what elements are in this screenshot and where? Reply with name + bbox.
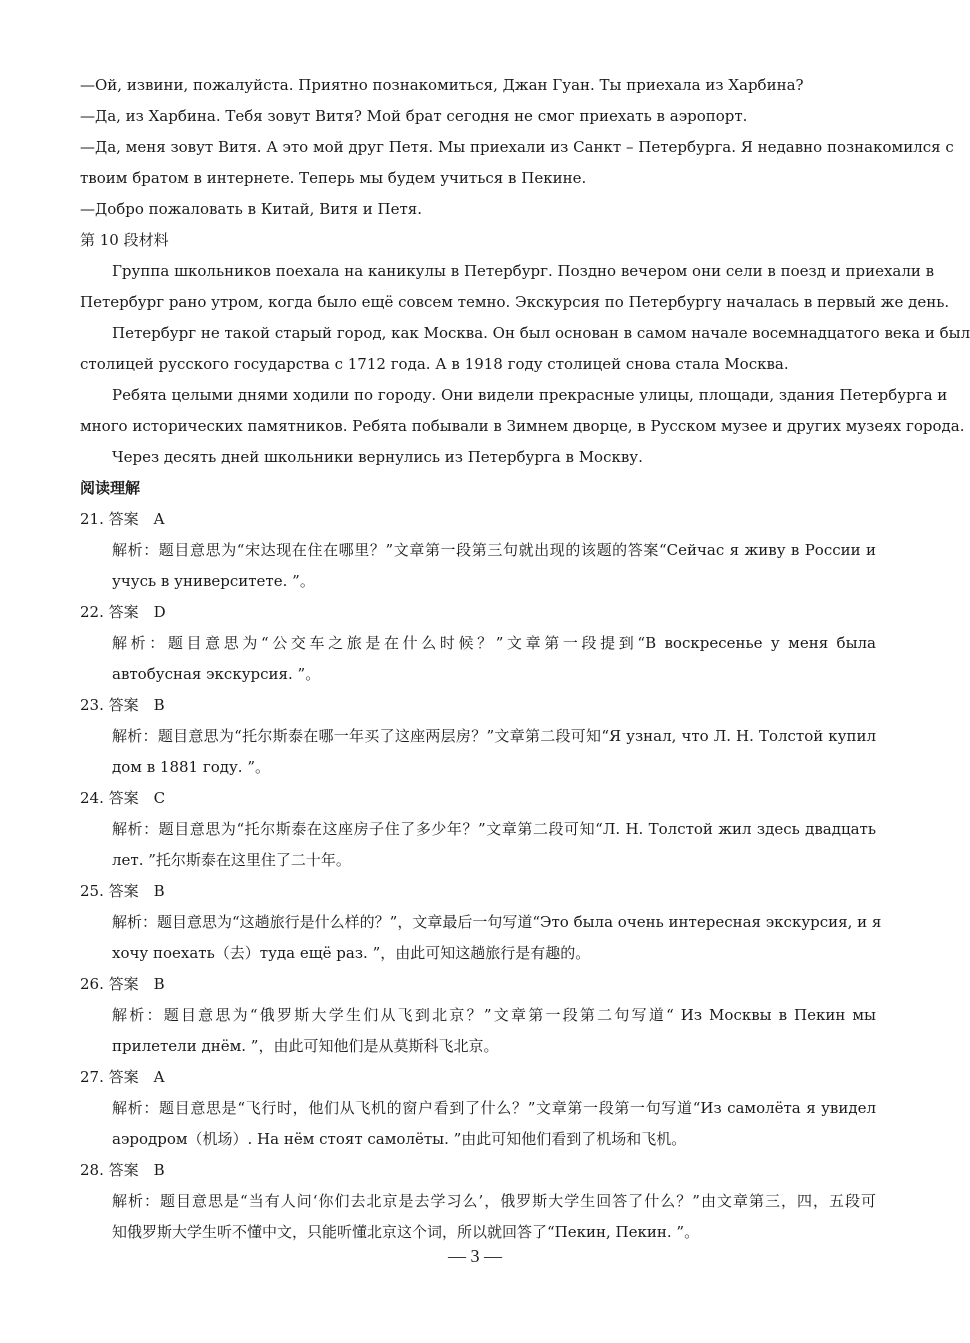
explanation-line: прилетели днём. ”，由此可知他们是从莫斯科飞北京。 xyxy=(112,1037,499,1055)
explanation-line: 解析：题目意思是“飞行时，他们从飞机的窗户看到了什么？”文章第一段第一句写道“Из самолёта я увидел xyxy=(112,1099,876,1117)
explanation-line: 解析：题目意思为“这趟旅行是什么样的？”，文章最后一句写道“Это была очень интересная экскурсия, и я xyxy=(112,913,882,931)
explanation-line: 知俄罗斯大学生听不懂中文，只能听懂北京这个词，所以就回答了“Пекин, Пекин. ”。 xyxy=(112,1223,700,1241)
paragraph-line: Петербург не такой старый город, как Москва. Он был основан в самом начале восемнадцатого века и был xyxy=(112,324,970,342)
answer-label: 23. 答案 B xyxy=(80,696,165,714)
dialogue-line: твоим братом в интернете. Теперь мы будем учиться в Пекине. xyxy=(80,169,587,187)
explanation-line: дом в 1881 году. ”。 xyxy=(112,758,271,776)
reading-section xyxy=(80,473,882,1248)
answer-label: 27. 答案 A xyxy=(80,1068,165,1086)
answer-23 xyxy=(80,690,876,783)
dialogue-line: —Ой, извини, пожалуйста. Приятно познакомиться, Джан Гуан. Ты приехала из Харбина? xyxy=(80,76,804,94)
dialogue-line: —Да, меня зовут Витя. А это мой друг Петя. Мы приехали из Санкт – Петербурга. Я недавно познакомился с xyxy=(80,138,954,156)
paragraph-line: Группа школьников поехала на каникулы в Петербург. Поздно вечером они сели в поезд и приехали в xyxy=(112,262,935,280)
answer-label: 24. 答案 C xyxy=(80,789,166,807)
explanation-line: учусь в университете. ”。 xyxy=(112,572,315,590)
answer-label: 26. 答案 B xyxy=(80,975,165,993)
explanation-line: 解析：题目意思为“托尔斯泰在这座房子住了多少年？”文章第二段可知“Л. Н. Толстой жил здесь двадцать xyxy=(112,820,876,838)
dialogue-line: —Да, из Харбина. Тебя зовут Витя? Мой брат сегодня не смог приехать в аэропорт. xyxy=(80,107,748,125)
section-heading: 第 10 段材料 xyxy=(80,231,169,249)
page-number: — 3 — xyxy=(448,1246,502,1266)
answer-25 xyxy=(80,876,882,969)
paragraph-line: Через десять дней школьники вернулись из Петербурга в Москву. xyxy=(112,448,643,466)
answer-28 xyxy=(80,1155,876,1248)
answer-21 xyxy=(80,504,876,597)
answer-label: 22. 答案 D xyxy=(80,603,166,621)
paragraph-line: столицей русского государства с 1712 года. А в 1918 году столицей снова стала Москва. xyxy=(80,355,789,373)
answer-22 xyxy=(80,597,876,690)
answer-label: 21. 答案 A xyxy=(80,510,165,528)
explanation-line: 解析：题目意思为“宋达现在住在哪里？”文章第一段第三句就出现的该题的答案“Сейчас я живу в России и xyxy=(112,541,876,559)
explanation-line: 解析：题目意思为“公交车之旅是在什么时候？”文章第一段提到“В воскресенье у меня была xyxy=(112,634,876,652)
explanation-line: 解析：题目意思为“托尔斯泰在哪一年买了这座两层房？”文章第二段可知“Я узнал, что Л. Н. Толстой купил xyxy=(112,727,876,745)
explanation-line: лет. ”托尔斯泰在这里住了二十年。 xyxy=(112,851,351,869)
answer-label: 28. 答案 B xyxy=(80,1161,165,1179)
explanation-line: хочу поехать（去）туда ещё раз. ”，由此可知这趟旅行是有趣的。 xyxy=(112,944,591,962)
explanation-line: автобусная экскурсия. ”。 xyxy=(112,665,321,683)
explanation-line: 解析：题目意思为“俄罗斯大学生们从飞到北京？”文章第一段第二句写道“ Из Москвы в Пекин мы xyxy=(112,1006,876,1024)
paragraph-line: Ребята целыми днями ходили по городу. Они видели прекрасные улицы, площади, здания Петербурга и xyxy=(112,386,948,404)
explanation-line: 解析：题目意思是“当有人问‘你们去北京是去学习么’，俄罗斯大学生回答了什么？”由文章第三，四，五段可 xyxy=(112,1192,876,1210)
explanation-line: аэродром（机场）. На нём стоят самолёты. ”由此可知他们看到了机场和飞机。 xyxy=(112,1130,687,1148)
answer-24 xyxy=(80,783,876,876)
dialogue-line: —Добро пожаловать в Китай, Витя и Петя. xyxy=(80,200,423,218)
dialogue-block xyxy=(80,70,954,225)
answer-27 xyxy=(80,1062,876,1155)
paragraph-line: Петербург рано утром, когда было ещё совсем темно. Экскурсия по Петербургу началась в первый же день. xyxy=(80,293,950,311)
section-heading: 阅读理解 xyxy=(80,479,141,497)
section-10 xyxy=(80,225,970,473)
answer-label: 25. 答案 B xyxy=(80,882,165,900)
paragraph-line: много исторических памятников. Ребята побывали в Зимнем дворце, в Русском музее и других музеях города. xyxy=(80,417,965,435)
answer-26 xyxy=(80,969,876,1062)
document-page xyxy=(80,70,970,1248)
